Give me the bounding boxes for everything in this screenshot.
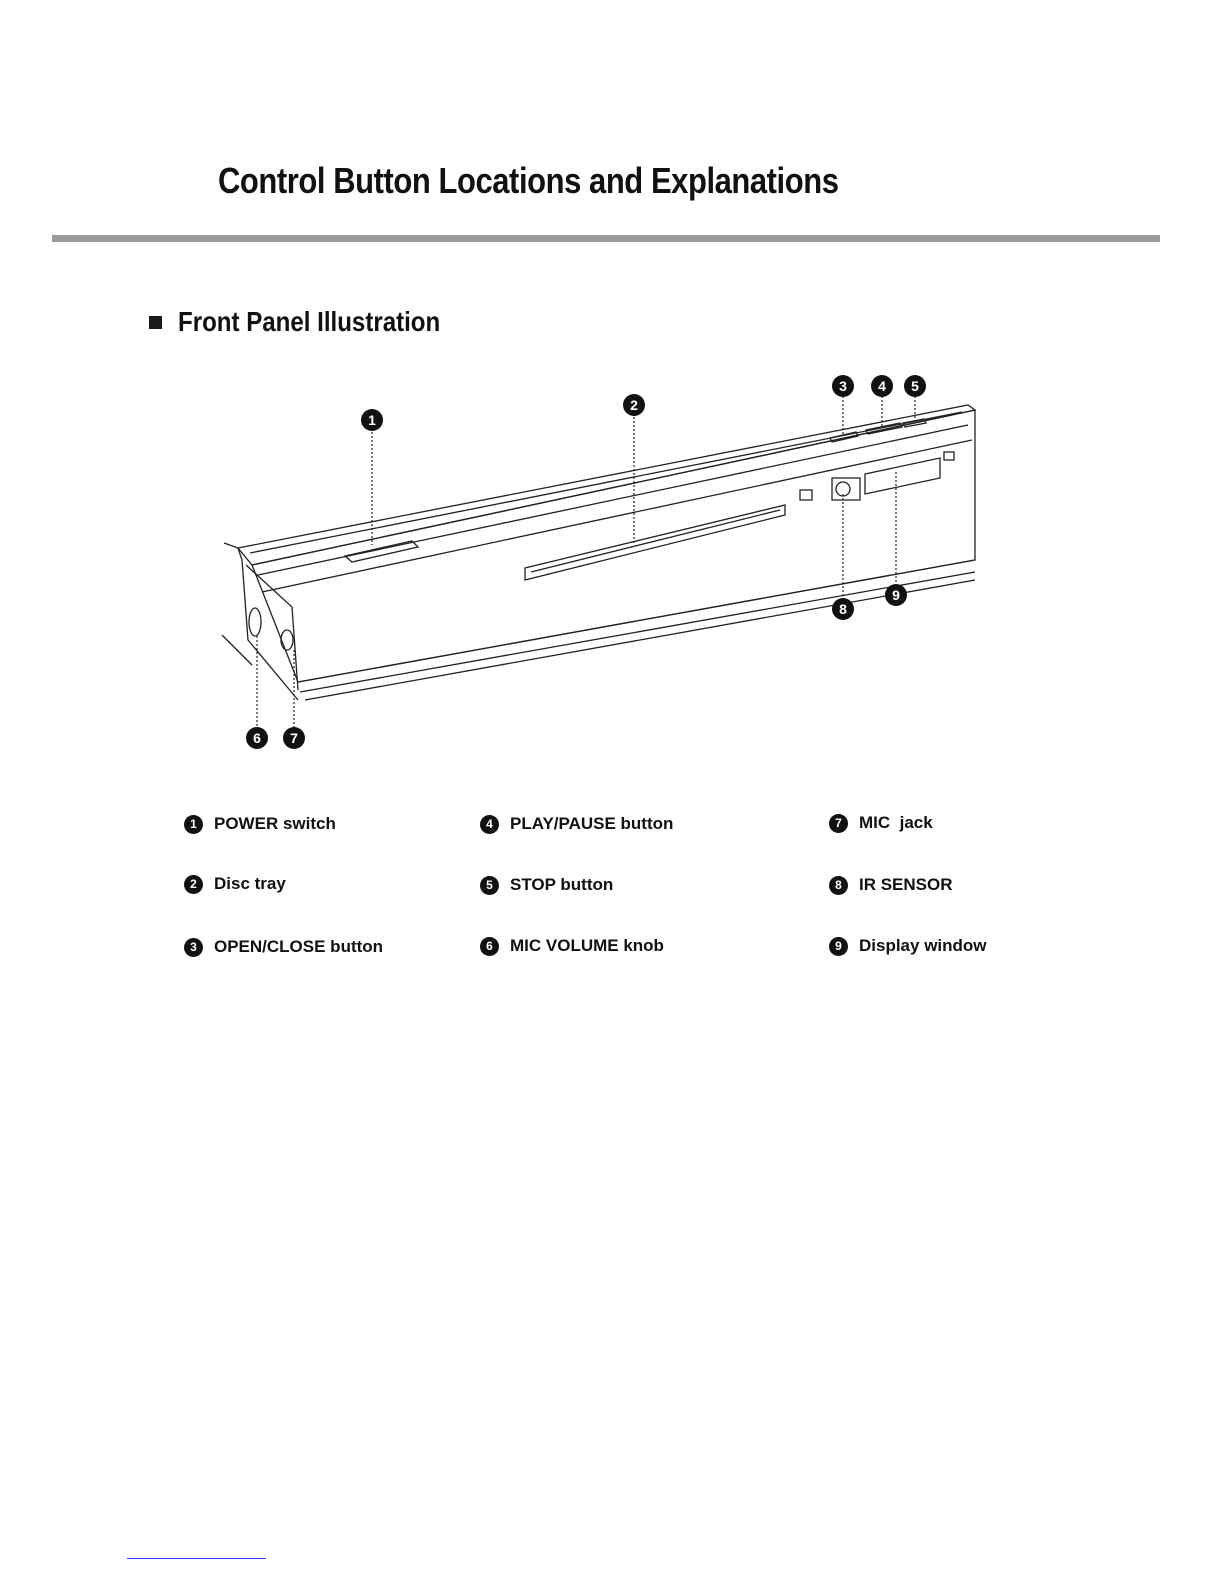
legend-label: PLAY/PAUSE button [510,814,674,833]
legend-label: STOP button [510,875,614,894]
legend-number: 1 [184,815,203,834]
legend-label: MIC VOLUME knob [510,936,664,955]
legend-label: Disc tray [214,874,286,893]
legend-label: MIC jack [859,813,933,832]
legend-item-stop [480,875,613,895]
callout-1: 1 [361,409,383,431]
legend-number: 4 [480,815,499,834]
legend-number: 2 [184,875,203,894]
legend-number: 8 [829,876,848,895]
section-heading-label: Front Panel Illustration [178,306,441,337]
display-window-shape [865,458,940,494]
callout-4: 4 [871,375,893,397]
left-side [238,548,298,700]
legend-number: 7 [829,814,848,833]
legend-item-display-window [829,936,987,956]
legend-number: 3 [184,938,203,957]
callout-6: 6 [246,727,268,749]
legend-item-power [184,814,336,834]
legend-number: 5 [480,876,499,895]
footer-underline [127,1558,266,1559]
legend-number: 9 [829,937,848,956]
callout-3: 3 [832,375,854,397]
legend-item-disc-tray [184,874,286,894]
legend-label: OPEN/CLOSE button [214,937,384,956]
callout-5: 5 [904,375,926,397]
disc-tray-shape [525,505,785,580]
dvd-logo [800,490,812,500]
legend-label: IR SENSOR [859,875,953,894]
legend-item-ir-sensor [829,875,953,895]
mic-volume-knob-shape [249,608,261,636]
page-title: Control Button Locations and Explanations [218,160,839,201]
legend-item-mic-volume [480,936,664,956]
legend-item-play-pause [480,814,673,834]
mic-jack-shape [281,630,293,650]
callout-7: 7 [283,727,305,749]
callout-9: 9 [885,584,907,606]
legend-number: 6 [480,937,499,956]
legend-item-open-close [184,937,383,957]
legend-label: Display window [859,936,987,955]
legend-label: POWER switch [214,814,336,833]
callout-8: 8 [832,598,854,620]
callout-2: 2 [623,394,645,416]
legend-item-mic-jack [829,813,933,833]
